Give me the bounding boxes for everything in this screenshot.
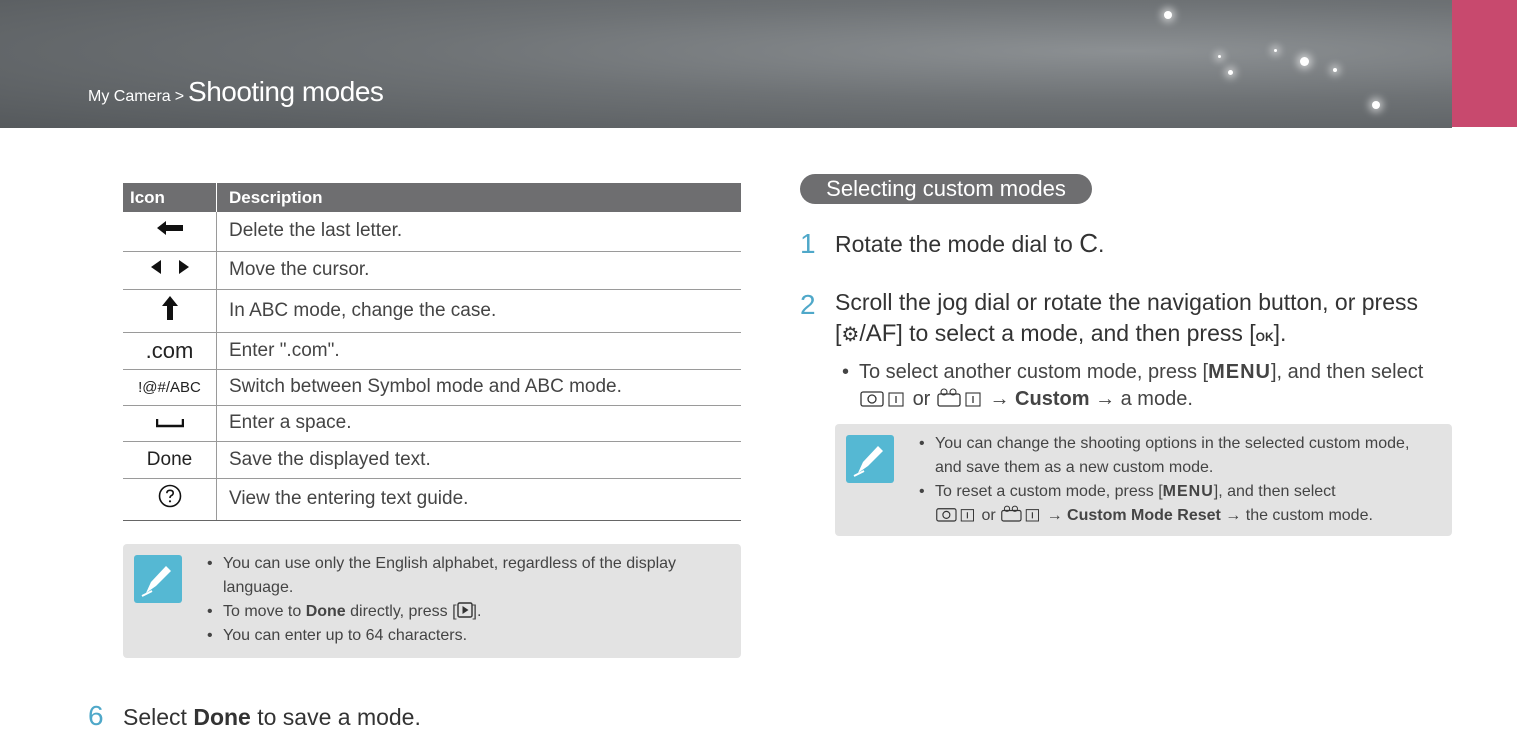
step-text: Rotate the mode dial to: [835, 231, 1080, 257]
light-spark: [1218, 55, 1221, 58]
sub-text: → a mode.: [1095, 388, 1193, 410]
breadcrumb-parent[interactable]: My Camera: [88, 88, 171, 105]
light-spark: [1164, 11, 1172, 19]
table-row: [123, 212, 741, 251]
note-box-right: [835, 424, 1452, 536]
step-text: to save a mode.: [250, 704, 421, 730]
custom-video-mode-icon: [936, 388, 984, 408]
table-cell-description: Save the displayed text.: [217, 441, 742, 478]
table-cell-icon: [123, 441, 217, 478]
icon-table: [123, 183, 741, 521]
table-cell-icon: [123, 332, 217, 369]
table-row: [123, 405, 741, 441]
custom-photo-mode-icon: [935, 505, 977, 523]
bullet: •: [842, 361, 850, 383]
section-title: Selecting custom modes: [800, 174, 1092, 204]
table-cell-description: View the entering text guide.: [217, 478, 742, 520]
step-number: 6: [88, 700, 104, 731]
step-bold: Done: [193, 704, 251, 730]
table-cell-description: Switch between Symbol mode and ABC mode.: [217, 369, 742, 405]
note-bold: Custom Mode Reset: [1067, 507, 1221, 524]
bracket: [: [835, 320, 842, 346]
playback-button-icon: [457, 602, 473, 618]
note-text: ], and then select: [1213, 483, 1336, 500]
note-bold: Done: [305, 603, 346, 620]
page-title: Shooting modes: [188, 76, 384, 107]
custom-mode-c-icon: C: [1079, 228, 1098, 258]
note-item: [207, 600, 707, 624]
light-spark: [1274, 49, 1277, 52]
step-text: Scroll the jog dial or rotate the navigation button, or press: [835, 289, 1419, 315]
backspace-arrow-icon: [156, 220, 184, 236]
header-banner: [0, 0, 1452, 128]
shift-up-arrow-icon: [161, 295, 179, 321]
cursor-left-right-icon: [149, 259, 191, 275]
af-button-icon: AF: [865, 320, 897, 347]
table-cell-description: Move the cursor.: [217, 251, 742, 289]
note-text: ].: [472, 603, 482, 620]
note-pen-icon: [846, 435, 894, 483]
custom-settings-icon: ⚙: [841, 324, 860, 346]
light-spark: [1333, 68, 1337, 72]
menu-button-icon: MENU: [1208, 361, 1271, 383]
sub-text: ], and then select: [1270, 361, 1424, 383]
note-text: directly, press [: [345, 603, 457, 620]
note-text: → the custom mode.: [1225, 507, 1373, 524]
breadcrumb: [88, 76, 383, 108]
bracket: ].: [1273, 320, 1287, 346]
note-item: • You can change the shooting options in the selected custom mode, and save them as a new custom mode.: [919, 432, 1429, 480]
step-number: 2: [800, 289, 816, 320]
step-text-line2: [835, 320, 1455, 348]
table-cell-description: Enter ".com".: [217, 332, 742, 369]
sub-bullet: [843, 361, 1453, 411]
table-row: [123, 478, 741, 520]
table-cell-icon: [123, 478, 217, 520]
table-cell-description: Delete the last letter.: [217, 212, 742, 251]
table-row: [123, 289, 741, 332]
note-text: To move to: [223, 603, 306, 620]
arrow: →: [1046, 507, 1063, 524]
table-header-row: [123, 183, 741, 212]
slash: /: [859, 320, 866, 346]
table-cell-icon: [123, 369, 217, 405]
step-text: Select: [123, 704, 194, 730]
table-row: [123, 369, 741, 405]
note-text: To reset a custom mode, press [: [935, 483, 1163, 500]
header-description: Description: [217, 183, 742, 212]
light-spark: [1372, 101, 1380, 109]
table-row: [123, 251, 741, 289]
note-text: or: [981, 507, 996, 524]
custom-video-mode-icon: [1000, 505, 1042, 523]
table-row: [123, 332, 741, 369]
chapter-tab[interactable]: [1452, 0, 1517, 127]
step-text: ] to select a mode, and then press [: [896, 320, 1256, 346]
done-key-label: Done: [146, 448, 193, 470]
step-2: [800, 289, 1455, 348]
menu-button-icon: MENU: [1162, 483, 1214, 500]
sub-bold: Custom: [1015, 388, 1090, 410]
note-item: [919, 480, 1429, 528]
help-circle-icon: [158, 484, 182, 508]
header-icon: Icon: [123, 183, 217, 212]
breadcrumb-separator: >: [174, 88, 185, 105]
step-1: [800, 228, 1105, 259]
table-row: [123, 441, 741, 478]
note-box: [123, 544, 741, 658]
step-6: [88, 700, 421, 732]
table-cell-icon: [123, 212, 217, 251]
table-cell-description: Enter a space.: [217, 405, 742, 441]
note-item: • You can enter up to 64 characters.: [207, 624, 707, 648]
arrow: →: [989, 388, 1010, 410]
symbol-mode-key-label: !@#/ABC: [138, 379, 201, 396]
light-spark: [1228, 70, 1233, 75]
dotcom-key-label: .com: [145, 337, 194, 363]
note-list: [919, 432, 1429, 528]
note-pen-icon: [134, 555, 182, 603]
sub-bullet-line: [843, 361, 1453, 384]
table-cell-icon: [123, 251, 217, 289]
space-bar-icon: [156, 418, 184, 428]
table-cell-description: In ABC mode, change the case.: [217, 289, 742, 332]
table-cell-icon: [123, 405, 217, 441]
step-number: 1: [800, 228, 816, 259]
table-cell-icon: [123, 289, 217, 332]
light-spark: [1300, 57, 1309, 66]
ok-button-icon: OK: [1255, 330, 1274, 344]
sub-text: or: [912, 388, 931, 410]
sub-bullet-line2: [843, 388, 1453, 411]
custom-photo-mode-icon: [859, 388, 907, 408]
step-text: .: [1098, 231, 1105, 257]
note-list: [207, 552, 707, 648]
note-item: • You can use only the English alphabet, regardless of the display language.: [207, 552, 707, 600]
sub-text: To select another custom mode, press [: [859, 361, 1209, 383]
